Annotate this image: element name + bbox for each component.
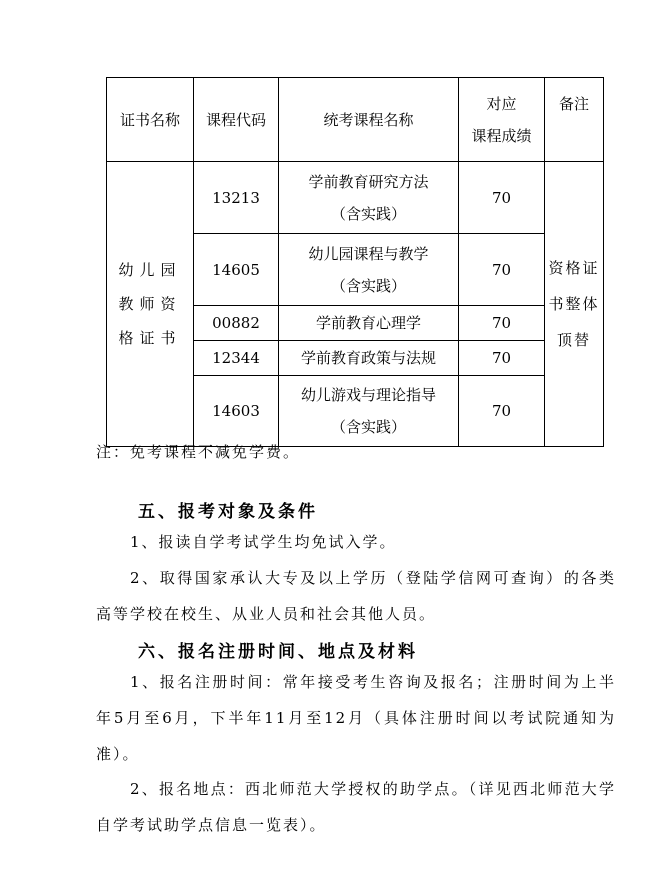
- course-name: 幼儿园课程与教学: [308, 244, 429, 263]
- header-course-code: 课程代码: [194, 78, 279, 162]
- certificate-name-cell: 幼儿园教师资格证书: [107, 162, 194, 447]
- remark-cell: 资格证书整体顶替: [545, 162, 604, 447]
- header-score-line1: 对应: [486, 94, 517, 113]
- score-cell: 70: [459, 306, 545, 341]
- score-cell: 70: [459, 234, 545, 306]
- course-name-sub: （含实践）: [330, 276, 406, 295]
- header-cert-name: 证书名称: [107, 78, 194, 162]
- course-code-cell: 14605: [194, 234, 279, 306]
- course-name-sub: （含实践）: [330, 204, 406, 223]
- table-header-row: [107, 78, 604, 162]
- score-cell: 70: [459, 162, 545, 234]
- course-code-cell: 00882: [194, 306, 279, 341]
- table-row: [107, 162, 604, 234]
- course-name-cell: [279, 234, 459, 306]
- section6-heading: 六、报名注册时间、地点及材料: [138, 642, 418, 662]
- course-code-cell: 12344: [194, 341, 279, 376]
- course-code-cell: 14603: [194, 376, 279, 447]
- course-name: 学前教育研究方法: [308, 172, 429, 191]
- header-score: [459, 78, 545, 162]
- header-score-line2: 课程成绩: [471, 126, 532, 145]
- section5-paragraph-1: 1、报读自学考试学生均免试入学。: [130, 533, 397, 551]
- header-remark: 备注: [545, 78, 604, 162]
- score-cell: 70: [459, 341, 545, 376]
- score-cell: 70: [459, 376, 545, 447]
- section5-heading: 五、报考对象及条件: [138, 502, 318, 522]
- section6-paragraph-2: 2、报名地点：西北师范大学授权的助学点。（详见西北师范大学自学考试助学点信息一览表）。: [96, 780, 616, 834]
- course-name: 幼儿游戏与理论指导: [300, 386, 436, 404]
- course-name-sub: （含实践）: [330, 418, 406, 436]
- course-table: [106, 77, 604, 447]
- course-code-cell: 13213: [194, 162, 279, 234]
- table-note: 注：免考课程不减免学费。: [96, 443, 301, 461]
- course-name-cell: 学前教育政策与法规: [279, 341, 459, 376]
- course-name-cell: [279, 162, 459, 234]
- course-name-cell: 学前教育心理学: [279, 306, 459, 341]
- course-name-cell: [279, 376, 459, 447]
- header-course-name: 统考课程名称: [279, 78, 459, 162]
- section6-paragraph-1: 1、报名注册时间：常年接受考生咨询及报名；注册时间为上半年5月至6月，下半年11月至12月（具体注册时间以考试院通知为准）。: [96, 673, 616, 763]
- section5-paragraph-2: 2、取得国家承认大专及以上学历（登陆学信网可查询）的各类高等学校在校生、从业人员和社会其他人员。: [96, 569, 616, 623]
